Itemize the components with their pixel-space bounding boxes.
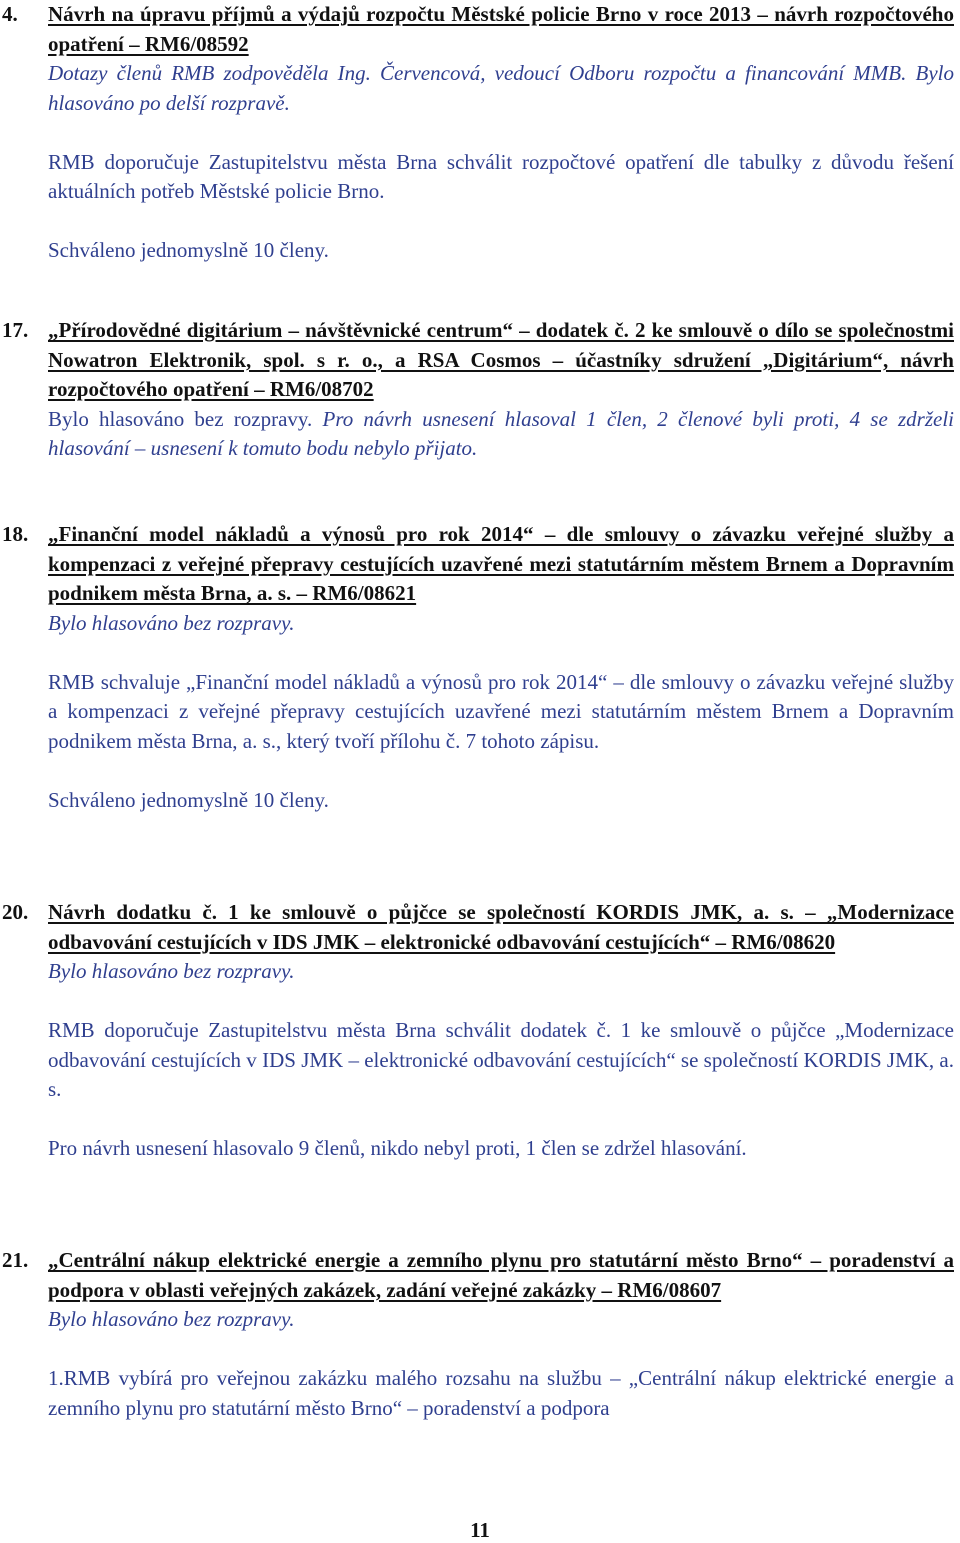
item-notes bbox=[48, 405, 954, 464]
item-number: 17. bbox=[2, 318, 29, 342]
item-body bbox=[48, 520, 954, 815]
item-number: 4. bbox=[2, 2, 18, 26]
item-notes: Dotazy členů RMB zodpověděla Ing. Červencová, vedoucí Odboru rozpočtu a financování MMB. Bylo hlasováno po delší rozpravě. bbox=[48, 61, 954, 115]
item-notes: Bylo hlasováno bez rozpravy. bbox=[48, 959, 295, 983]
item-title: Návrh dodatku č. 1 ke smlouvě o půjčce se společností KORDIS JMK, a. s. – „Modernizace odbavování cestujících v IDS JMK – elektronické odbavování cestujících“ – RM6/08620 bbox=[48, 900, 954, 954]
item-notes: Bylo hlasováno bez rozpravy. bbox=[48, 610, 295, 635]
notes-italic: Pro návrh usnesení hlasoval 1 člen, 2 členové byli proti, 4 se zdrželi hlasování – usnesení k tomuto bodu nebylo přijato. bbox=[48, 406, 954, 460]
notes-plain: Bylo hlasováno bez rozpravy. bbox=[48, 406, 313, 431]
item-notes: Bylo hlasováno bez rozpravy. bbox=[48, 1307, 295, 1331]
item-body bbox=[48, 316, 954, 464]
item-title: „Přírodovědné digitárium – návštěvnické centrum“ – dodatek č. 2 ke smlouvě o dílo se společnostmi Nowatron Elektronik, spol. s r. o., a RSA Cosmos – účastníky sdružení „Digitárium“, návrh rozpočtového opatření – RM6/08702 bbox=[48, 318, 954, 401]
item-title: „Centrální nákup elektrické energie a zemního plynu pro statutární město Brno“ – poradenství a podpora v oblasti veřejných zakázek, zadání veřejné zakázky – RM6/08607 bbox=[48, 1248, 954, 1302]
item-number: 18. bbox=[2, 522, 29, 546]
item-number: 21. bbox=[2, 1248, 29, 1272]
item-number: 20. bbox=[2, 900, 29, 924]
item-result: Schváleno jednomyslně 10 členy. bbox=[48, 238, 329, 262]
page-number: 11 bbox=[470, 1518, 490, 1542]
item-body bbox=[48, 0, 954, 266]
item-body bbox=[48, 1246, 954, 1423]
item-title: Návrh na úpravu příjmů a výdajů rozpočtu Městské policie Brno v roce 2013 – návrh rozpočtového opatření – RM6/08592 bbox=[48, 2, 954, 56]
item-resolution: 1.RMB vybírá pro veřejnou zakázku malého rozsahu na službu – „Centrální nákup elektrické energie a zemního plynu pro statutární město Brno“ – poradenství a podpora bbox=[48, 1366, 954, 1420]
item-resolution: RMB doporučuje Zastupitelstvu města Brna schválit rozpočtové opatření dle tabulky z důvodu řešení aktuálních potřeb Městské policie Brno. bbox=[48, 149, 954, 203]
item-title: „Finanční model nákladů a výnosů pro rok 2014“ – dle smlouvy o závazku veřejné služby a kompenzaci z veřejné přepravy cestujících uzavřené mezi statutárním městem Brnem a Dopravním podnikem města Brna, a. s. – RM6/08621 bbox=[48, 522, 954, 605]
item-body bbox=[48, 898, 954, 1164]
item-result: Schváleno jednomyslně 10 členy. bbox=[48, 787, 329, 812]
item-resolution: RMB doporučuje Zastupitelstvu města Brna schválit dodatek č. 1 ke smlouvě o půjčce „Modernizace odbavování cestujících v IDS JMK – elektronické odbavování cestujících“ se společností KORDIS JMK, a. s. bbox=[48, 1018, 954, 1101]
item-result: Pro návrh usnesení hlasovalo 9 členů, nikdo nebyl proti, 1 člen se zdržel hlasování. bbox=[48, 1136, 747, 1160]
item-resolution: RMB schvaluje „Finanční model nákladů a výnosů pro rok 2014“ – dle smlouvy o závazku veřejné služby a kompenzaci z veřejné přepravy cestujících uzavřené mezi statutárním městem Brnem a Dopravním podnikem města Brna, a. s., který tvoří přílohu č. 7 tohoto zápisu. bbox=[48, 669, 954, 753]
